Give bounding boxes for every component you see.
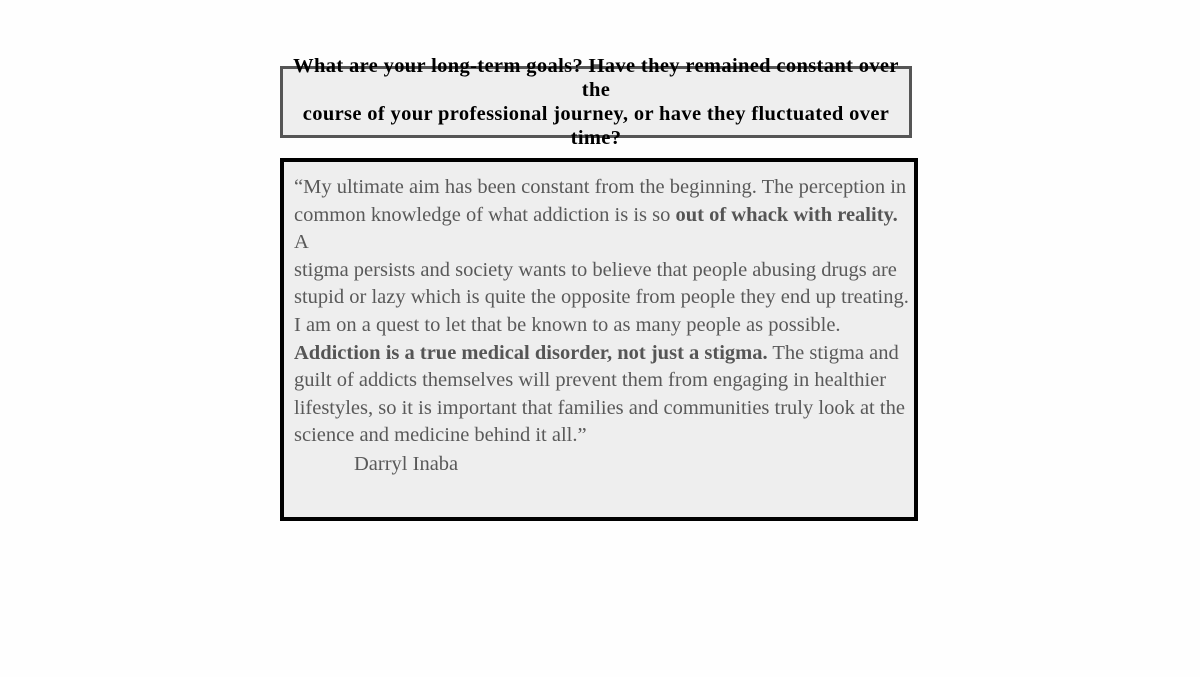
quote-line-2a: common knowledge of what addiction is is so — [294, 203, 676, 226]
quote-line-2b: A — [294, 231, 309, 254]
quote-line-1: “My ultimate aim has been constant from the beginning. The perception in — [294, 176, 907, 198]
question-line-2: course of your professional journey, or have they fluctuated over time? — [302, 103, 890, 149]
quote-line-5: I am on a quest to let that be known to as many people as possible. — [294, 313, 841, 336]
quote-line-7: guilt of addicts themselves will prevent them from engaging in healthier — [294, 369, 887, 392]
quote-box — [280, 158, 918, 521]
quote-emphasis-reality: out of whack with reality. — [675, 203, 898, 226]
quote-emphasis-disorder: Addiction is a true medical disorder, not just a stigma. — [294, 341, 768, 364]
question-box — [280, 55, 912, 149]
question-line-1: What are your long-term goals? Have they remained constant over the — [293, 55, 899, 101]
quote-text — [294, 174, 914, 450]
quote-author: Darryl Inaba — [354, 453, 459, 475]
quote-line-9: science and medicine behind it all.” — [294, 424, 587, 447]
question-text — [283, 54, 909, 150]
quote-line-4: stupid or lazy which is quite the opposite from people they end up treating. — [294, 286, 909, 309]
quote-line-6b: The stigma and — [767, 341, 899, 364]
quote-line-8: lifestyles, so it is important that families and communities truly look at the — [294, 396, 905, 419]
quote-line-3: stigma persists and society wants to believe that people abusing drugs are — [294, 258, 897, 281]
